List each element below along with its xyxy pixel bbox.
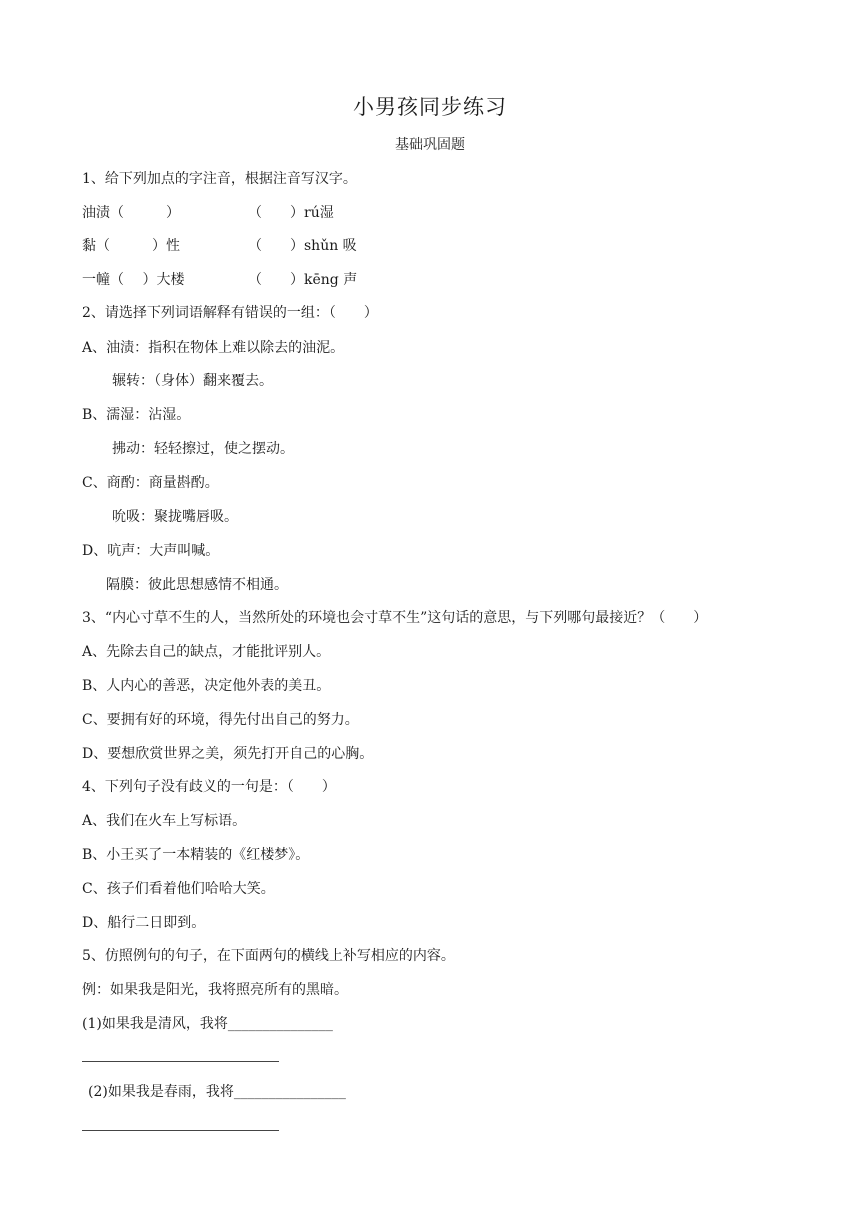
q3-option-c: C、要拥有好的环境，得先付出自己的努力。 — [82, 712, 359, 728]
q2-option-a-second: 辗转：（身体）翻来覆去。 — [112, 373, 273, 389]
q2-option-c: C、商酌：商量斟酌。 — [82, 475, 219, 491]
q2-option-b: B、濡湿：沾湿。 — [82, 407, 191, 423]
q1-row1-right: （ ）rú湿 — [248, 205, 334, 221]
q2-option-d-second: 隔膜：彼此思想感情不相通。 — [106, 577, 288, 593]
q5-example: 例：如果我是阳光，我将照亮所有的黑暗。 — [82, 982, 348, 998]
q3-option-d: D、要想欣赏世界之美，须先打开自己的心胸。 — [82, 746, 374, 762]
q1-row2-left: 黏（ ）性 — [82, 238, 180, 254]
q5-stem: 5、仿照例句的句子，在下面两句的横线上补写相应的内容。 — [82, 948, 455, 964]
q5-item-2: (2)如果我是春雨，我将________________ — [88, 1084, 346, 1100]
q2-option-b-second: 拂动：轻轻擦过，使之摆动。 — [112, 441, 294, 457]
q5-item-1-answer-line — [82, 1061, 279, 1062]
q4-option-a: A、我们在火车上写标语。 — [82, 813, 247, 829]
q1-stem: 1、给下列加点的字注音，根据注音写汉字。 — [82, 171, 357, 187]
q2-stem: 2、请选择下列词语解释有错误的一组：（ ） — [82, 305, 378, 321]
page-title: 小男孩同步练习 — [353, 95, 507, 119]
section-subtitle: 基础巩固题 — [395, 137, 465, 153]
q2-option-a: A、油渍：指积在物体上难以除去的油泥。 — [82, 340, 345, 356]
q4-option-d: D、船行二日即到。 — [82, 915, 206, 931]
q5-item-1: (1)如果我是清风，我将_______________ — [82, 1016, 333, 1032]
q1-row3-right: （ ）kēng 声 — [248, 272, 358, 288]
q1-row1-left: 油渍（ ） — [82, 205, 180, 221]
q3-option-b: B、人内心的善恶，决定他外表的美丑。 — [82, 678, 331, 694]
q1-row3-left: 一幢（ ）大楼 — [82, 272, 185, 288]
q2-option-d: D、吭声：大声叫喊。 — [82, 543, 220, 559]
q3-option-a: A、先除去自己的缺点，才能批评别人。 — [82, 644, 331, 660]
q3-stem: 3、“内心寸草不生的人，当然所处的环境也会寸草不生”这句话的意思，与下列哪句最接近？（ ） — [82, 610, 708, 626]
q4-stem: 4、下列句子没有歧义的一句是：（ ） — [82, 779, 336, 795]
q5-item-2-answer-line — [82, 1130, 279, 1131]
q2-option-c-second: 吮吸：聚拢嘴唇吸。 — [112, 509, 238, 525]
q4-option-b: B、小王买了一本精装的《红楼梦》。 — [82, 847, 310, 863]
q1-row2-right: （ ）shǔn 吸 — [248, 238, 357, 254]
q4-option-c: C、孩子们看着他们哈哈大笑。 — [82, 881, 275, 897]
